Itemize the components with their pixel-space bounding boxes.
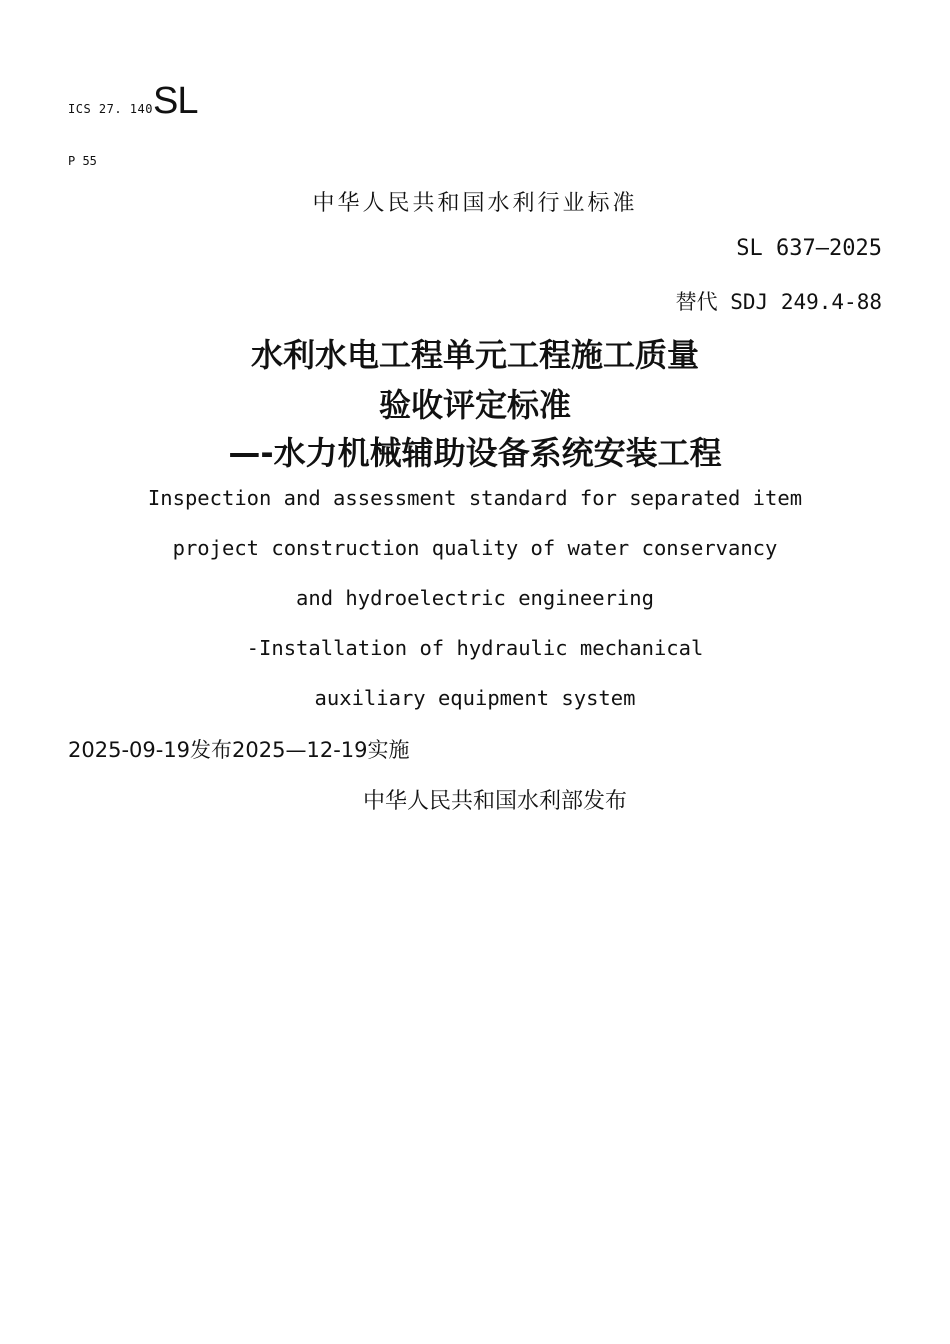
- ics-classification: [68, 82, 197, 120]
- ics-code: ICS 27. 140: [68, 102, 153, 116]
- industry-standard-text: 中华人民共和国水利行业标准: [312, 191, 638, 216]
- title-en-line-5: auxiliary equipment system: [314, 686, 636, 710]
- title-cn-line-1: 水利水电工程单元工程施工质量: [250, 336, 699, 374]
- standard-number: SL 637—2025: [736, 236, 882, 261]
- title-en-line-2: project construction quality of water conservancy: [172, 536, 778, 560]
- title-en-line-4: -Installation of hydraulic mechanical: [246, 636, 704, 660]
- title-cn-line-2: 验收评定标准: [378, 386, 571, 424]
- industry-standard-heading: [0, 186, 950, 217]
- publisher: 中华人民共和国水利部发布: [362, 789, 627, 814]
- title-en-line-3: and hydroelectric engineering: [296, 586, 654, 610]
- sl-standard-mark: SL: [152, 80, 198, 122]
- issue-implementation-dates: 2025-09-19发布2025—12-19实施: [68, 738, 410, 762]
- ccs-code: P 55: [68, 154, 97, 168]
- title-cn-line-3: —-水力机械辅助设备系统安装工程: [228, 434, 722, 472]
- title-en-line-1: Inspection and assessment standard for separated item: [147, 486, 803, 510]
- replaces-standard: 替代 SDJ 249.4-88: [675, 290, 882, 314]
